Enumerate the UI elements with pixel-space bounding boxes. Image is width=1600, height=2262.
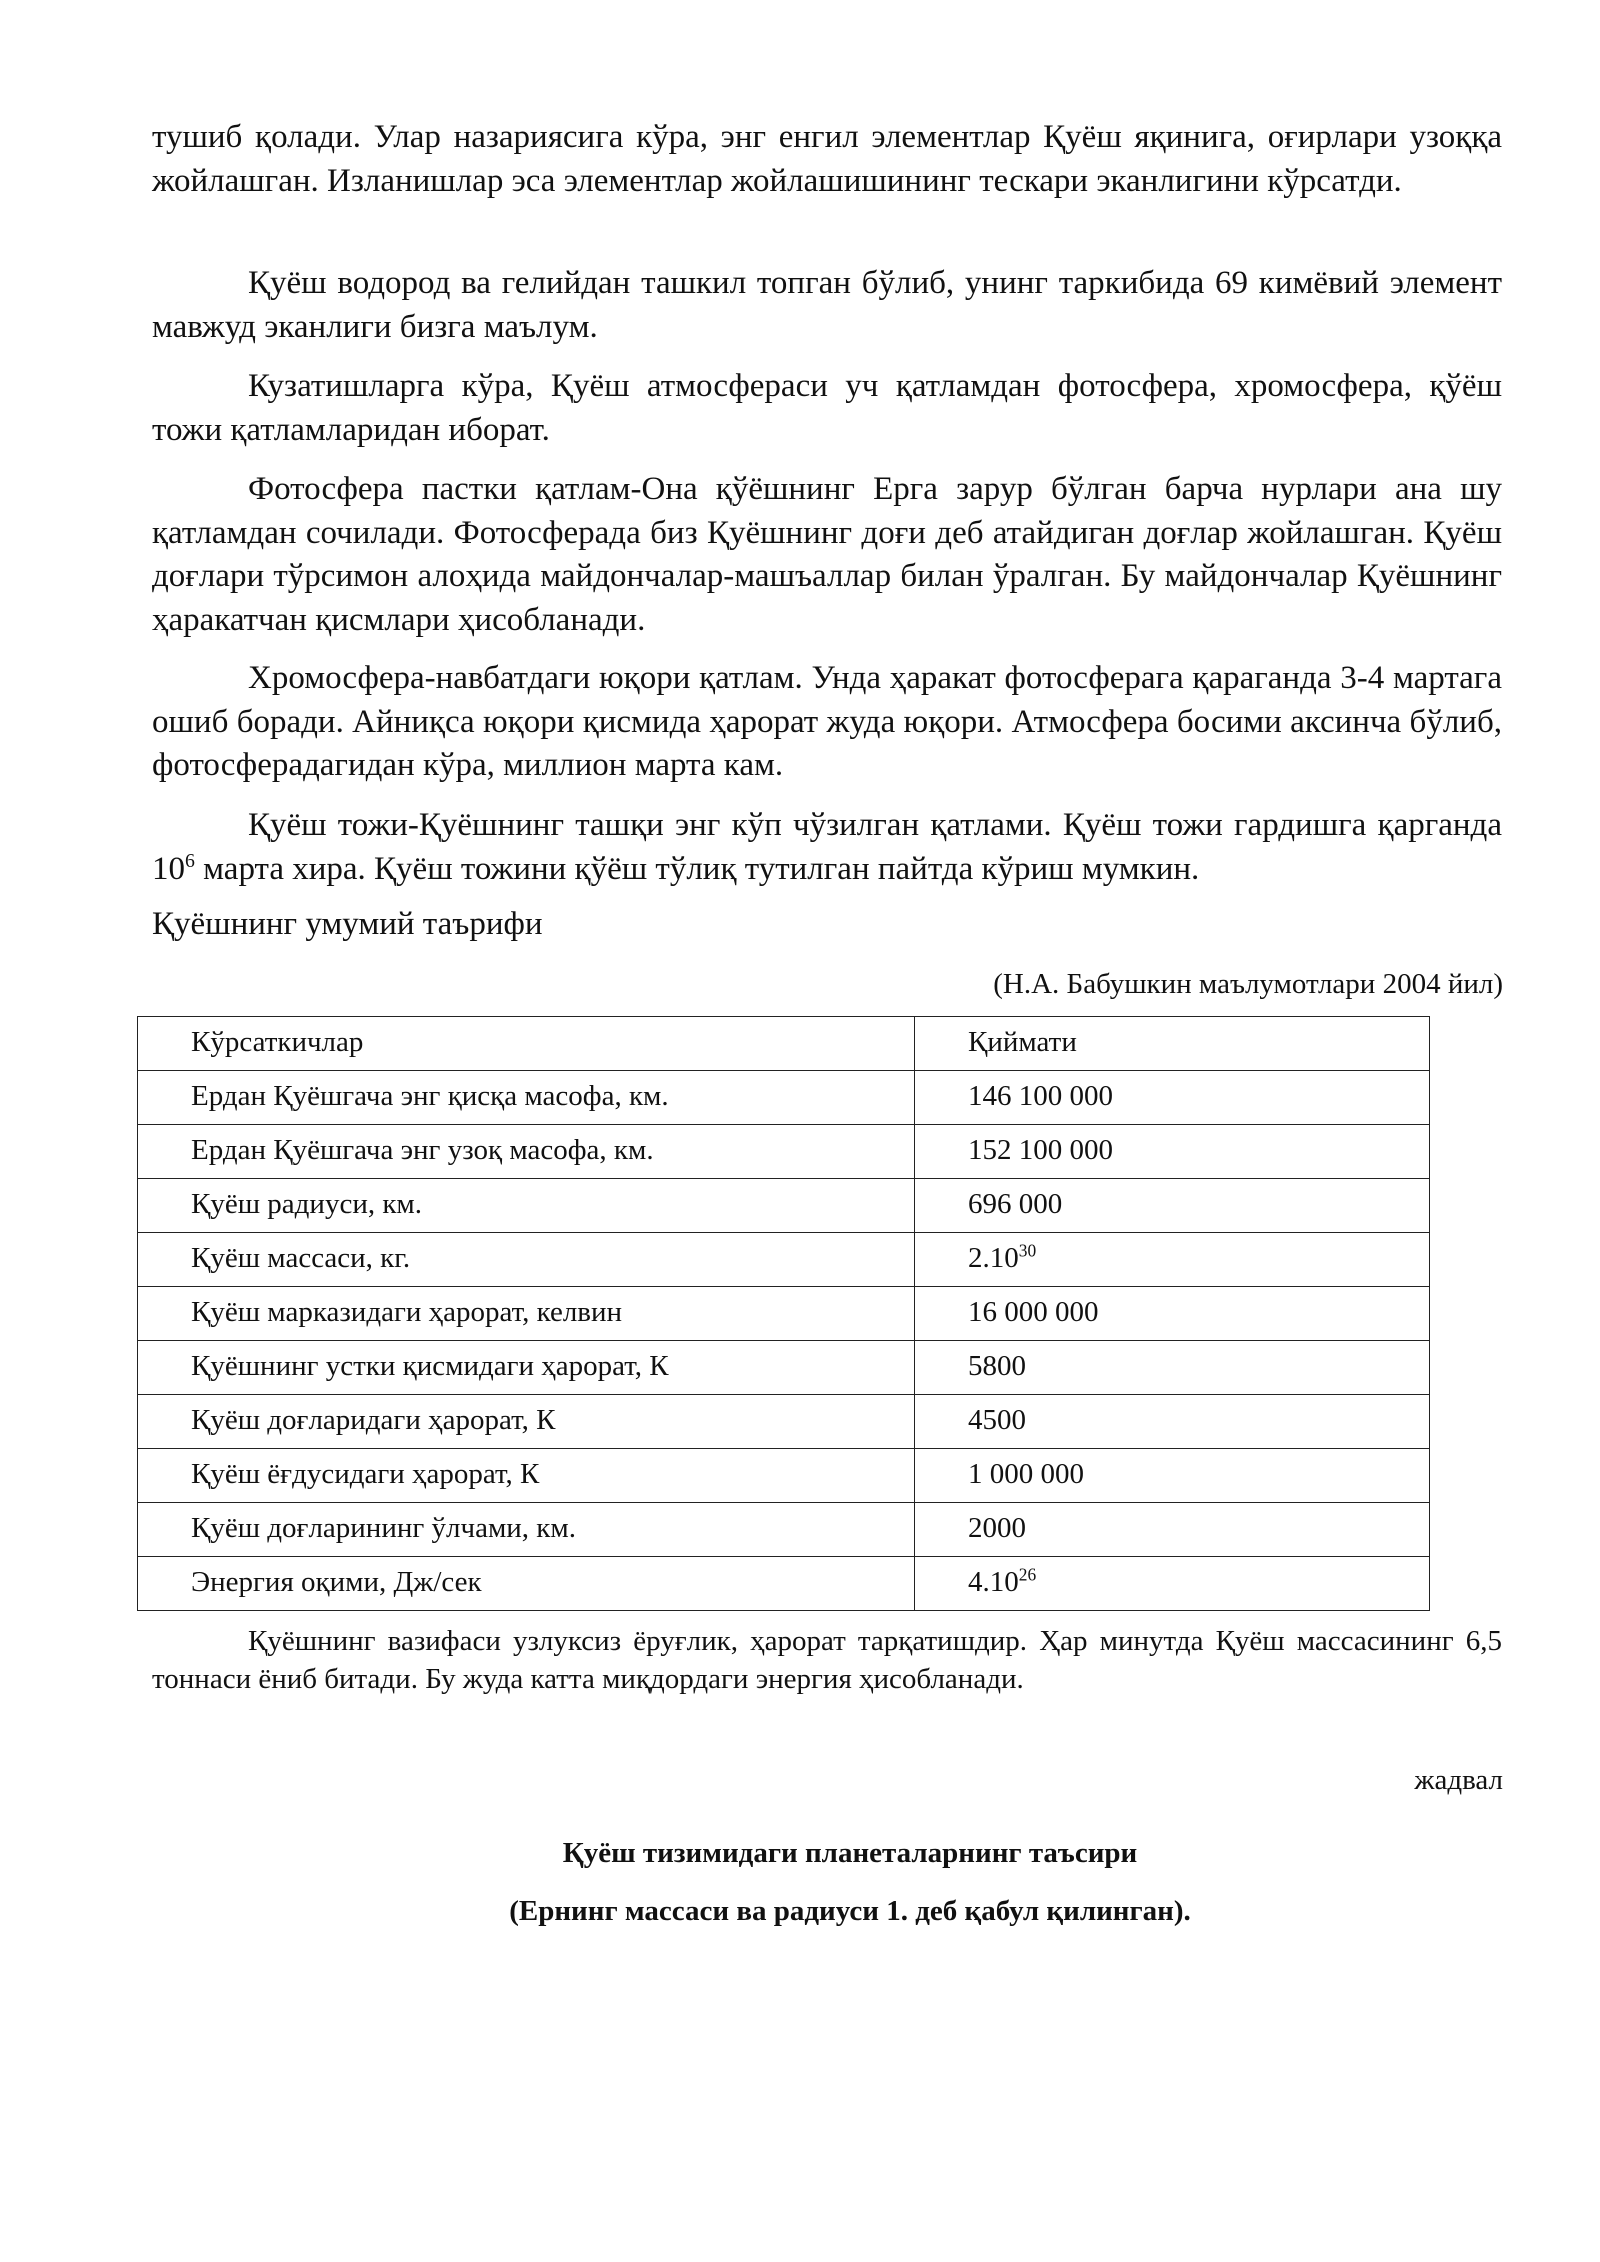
paragraph-corona bbox=[152, 804, 1502, 891]
paragraph-photosphere: Фотосфера пастки қатлам-Она қўёшнинг Ерга зарур бўлган барча нурлари ана шу қатламдан сочилади. Фотосферада биз Қуёшнинг доғи деб атайдиган доғлар жойлашган. Қуёш доғлари тўрсимон алоҳида майдончалар-машъаллар билан ўралган. Бу майдончалар Қуёшнинг ҳаракатчан қисмлари ҳисобланади. bbox=[152, 471, 1502, 638]
corona-text-start: Қуёш тожи-Қуёшнинг ташқи энг кўп чўзилган қатлами. Қуёш тожи гардишга қарганда 10 bbox=[152, 807, 1502, 887]
table-row bbox=[138, 1557, 1430, 1611]
table-subtitle: (Ернинг массаси ва радиуси 1. деб қабул қилинган). bbox=[509, 1895, 1191, 1927]
indicator-cell: Ердан Қуёшгача энг қисқа масофа, км. bbox=[138, 1071, 915, 1125]
table-row bbox=[138, 1287, 1430, 1341]
indicator-cell: Қуёшнинг устки қисмидаги ҳарорат, К bbox=[138, 1341, 915, 1395]
value-cell: 2.10$^{30}$ bbox=[915, 1233, 1430, 1287]
corona-text-end: марта хира. Қуёш тожини қўёш тўлиқ тутилган пайтда кўриш мумкин. bbox=[194, 850, 1200, 887]
value-cell: 1 000 000 bbox=[915, 1449, 1430, 1503]
table-row bbox=[138, 1503, 1430, 1557]
value-cell: 4.10$^{26}$ bbox=[915, 1557, 1430, 1611]
header-cell-value: Қиймати bbox=[915, 1017, 1430, 1071]
paragraph-chromosphere: Хромосфера-навбатдаги юқори қатлам. Унда ҳаракат фотосферага қараганда 3-4 мартага ошиб боради. Айниқса юқори қисмида ҳарорат жуда юқори. Атмосфера босими аксинча бўлиб, фотосферадагидан кўра, миллион марта кам. bbox=[152, 660, 1502, 783]
indicator-cell: Қуёш массаси, кг. bbox=[138, 1233, 915, 1287]
table-label: жадвал bbox=[1414, 1764, 1503, 1796]
indicator-cell: Ердан Қуёшгача энг узоқ масофа, км. bbox=[138, 1125, 915, 1179]
corona-exponent: 6 bbox=[185, 849, 195, 872]
table-row bbox=[138, 1233, 1430, 1287]
value-cell: 5800 bbox=[915, 1341, 1430, 1395]
value-cell: 16 000 000 bbox=[915, 1287, 1430, 1341]
table-header-row bbox=[138, 1017, 1430, 1071]
indicator-cell: Қуёш доғларидаги ҳарорат, К bbox=[138, 1395, 915, 1449]
indicator-cell: Қуёш марказидаги ҳарорат, келвин bbox=[138, 1287, 915, 1341]
paragraph-sun-atmosphere: Кузатишларга кўра, Қуёш атмосфераси уч қатламдан фотосфера, хромосфера, қўёш тожи қатламларидан иборат. bbox=[152, 368, 1502, 448]
table-row bbox=[138, 1395, 1430, 1449]
indicator-cell: Қуёш радиуси, км. bbox=[138, 1179, 915, 1233]
value-exponent: 30 bbox=[1018, 1240, 1037, 1261]
value-cell: 2000 bbox=[915, 1503, 1430, 1557]
section-heading: Қуёшнинг умумий таърифи bbox=[152, 906, 543, 942]
value-cell: 152 100 000 bbox=[915, 1125, 1430, 1179]
paragraph-elements-distribution: тушиб қолади. Улар назариясига кўра, энг енгил элементлар Қуёш яқинига, оғирлари узоққа жойлашган. Изланишлар эса элементлар жойлашишининг тескари эканлигини кўрсатди. bbox=[152, 119, 1502, 199]
sun-function-paragraph: Қуёшнинг вазифаси узлуксиз ёруғлик, ҳарорат тарқатишдир. Ҳар минутда Қуёш массасининг 6,5 тоннаси ёниб битади. Бу жуда катта миқдордаги энергия ҳисобланади. bbox=[152, 1625, 1502, 1695]
table-row bbox=[138, 1449, 1430, 1503]
paragraph-sun-composition: Қуёш водород ва гелийдан ташкил топган бўлиб, унинг таркибида 69 кимёвий элемент мавжуд эканлиги бизга маълум. bbox=[152, 265, 1502, 345]
value-cell: 146 100 000 bbox=[915, 1071, 1430, 1125]
table-row bbox=[138, 1341, 1430, 1395]
table-row bbox=[138, 1071, 1430, 1125]
table-row bbox=[138, 1179, 1430, 1233]
source-note: (Н.А. Бабушкин маълумотлари 2004 йил) bbox=[993, 968, 1503, 1000]
indicator-cell: Қуёш ёғдусидаги ҳарорат, К bbox=[138, 1449, 915, 1503]
value-exponent: 26 bbox=[1018, 1564, 1037, 1585]
table-row bbox=[138, 1125, 1430, 1179]
header-cell-indicators: Кўрсаткичлар bbox=[138, 1017, 915, 1071]
sun-characteristics-table bbox=[137, 1016, 1430, 1611]
indicator-cell: Қуёш доғларининг ўлчами, км. bbox=[138, 1503, 915, 1557]
indicator-cell: Энергия оқими, Дж/сек bbox=[138, 1557, 915, 1611]
value-cell: 4500 bbox=[915, 1395, 1430, 1449]
value-cell: 696 000 bbox=[915, 1179, 1430, 1233]
table-title: Қуёш тизимидаги планеталарнинг таъсири bbox=[562, 1837, 1138, 1869]
